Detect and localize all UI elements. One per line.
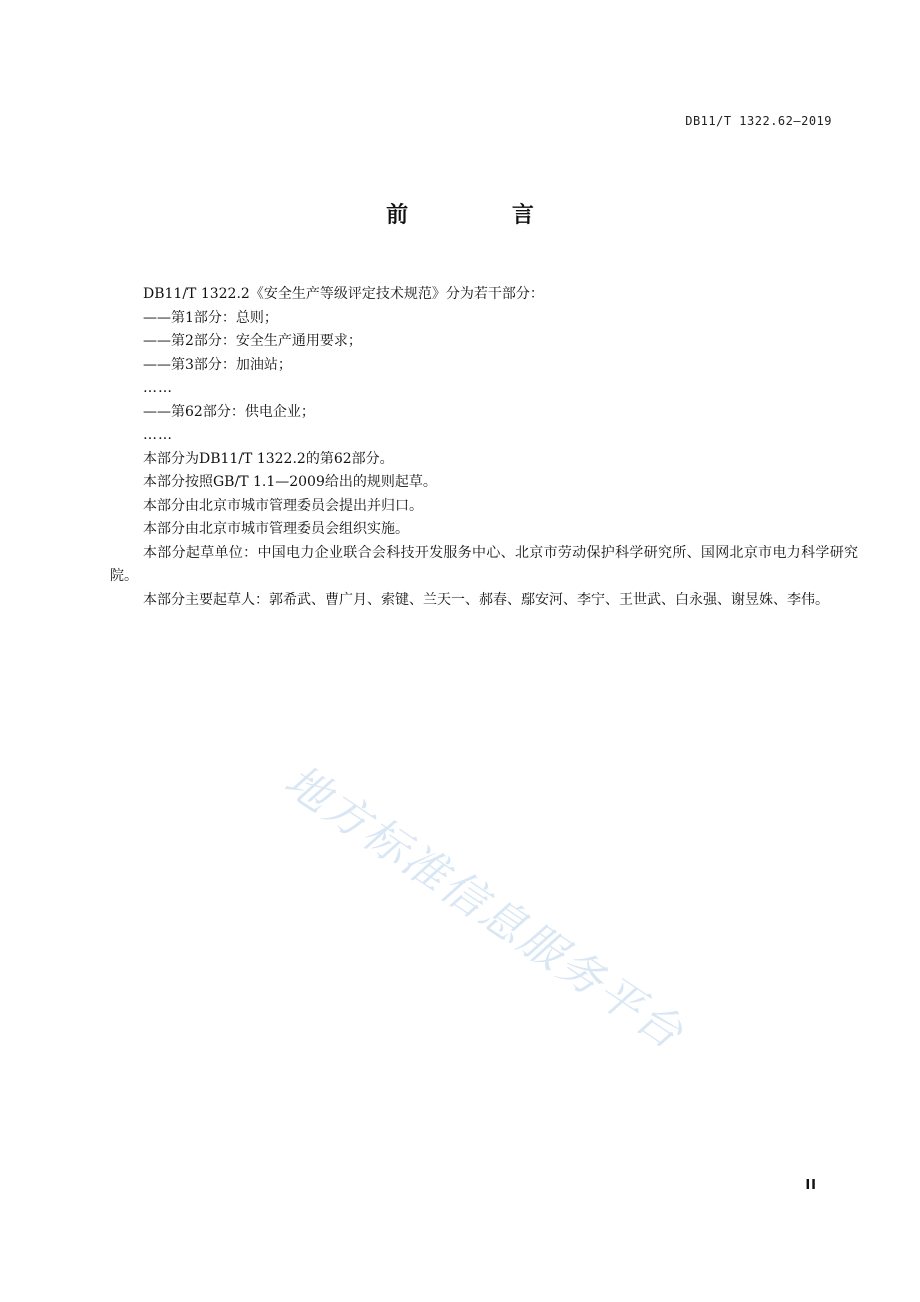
drafting-rules-paragraph: 本部分按照GB/T 1.1—2009给出的规则起草。 [143, 474, 437, 490]
implementer-paragraph: 本部分由北京市城市管理委员会组织实施。 [143, 521, 409, 537]
proposer-paragraph: 本部分由北京市城市管理委员会提出并归口。 [143, 497, 423, 514]
page-title: 前 言 [386, 203, 582, 228]
list-item-part-2: ——第2部分：安全生产通用要求； [143, 333, 362, 349]
watermark-text: 地方标准信息服务平台 [275, 755, 694, 1061]
list-item-part-3: ——第3部分：加油站； [143, 356, 292, 373]
document-code: DB11/T 1322.62—2019 [685, 114, 832, 128]
list-item-part-62: ——第62部分：供电企业； [143, 403, 315, 420]
part-statement-paragraph: 本部分为DB11/T 1322.2的第62部分。 [143, 450, 394, 467]
ellipsis-line: …… [143, 380, 173, 396]
foreword-body [110, 283, 858, 612]
drafters-paragraph: 本部分主要起草人：郭希武、曹广月、索键、兰天一、郝春、鄢安河、李宁、王世武、白永强、谢昱姝、李伟。 [143, 591, 829, 608]
drafting-units-paragraph: 本部分起草单位：中国电力企业联合会科技开发服务中心、北京市劳动保护科学研究所、国网北京市电力科学研究院。 [110, 544, 858, 584]
intro-paragraph: DB11/T 1322.2《安全生产等级评定技术规范》分为若干部分： [143, 286, 544, 302]
list-item-part-1: ——第1部分：总则； [143, 309, 278, 326]
page-number: II [805, 1178, 817, 1193]
ellipsis-line: …… [143, 427, 173, 443]
